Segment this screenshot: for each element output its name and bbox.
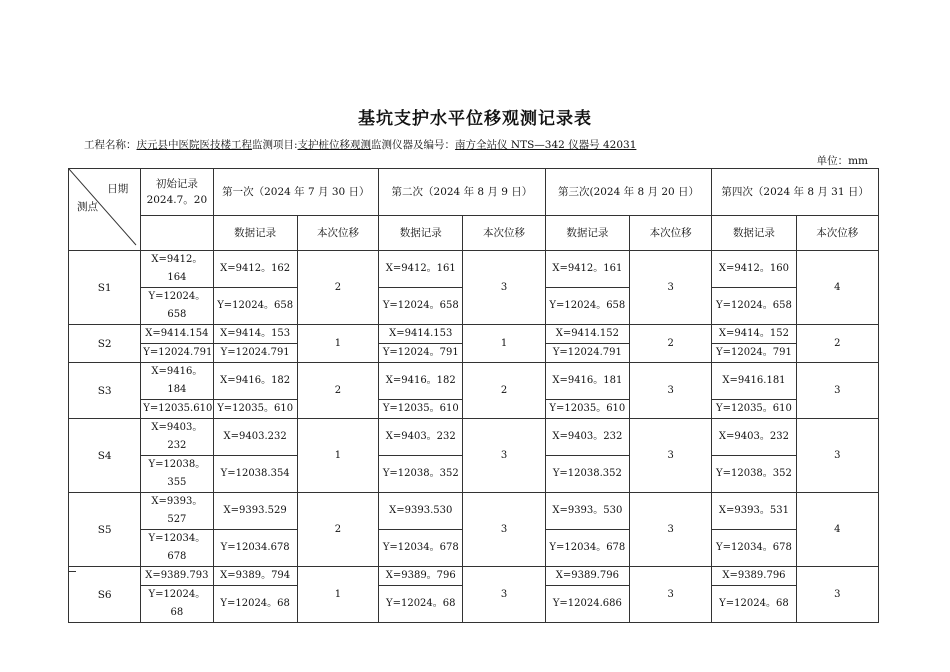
round-x-value: X=9393.530 <box>379 493 463 530</box>
round-y-value: Y=12034.678 <box>213 530 297 567</box>
round-y-value: Y=12024.791 <box>213 344 297 363</box>
header-round-3: 第三次(2024 年 8 月 20 日） <box>545 169 712 216</box>
subheader-initial-blank <box>141 216 213 251</box>
initial-y: Y=12038。355 <box>141 456 213 493</box>
round-displacement: 3 <box>463 567 545 623</box>
round-x-value: X=9393。531 <box>712 493 796 530</box>
monitoring-item-label: 监测项目: <box>252 139 298 151</box>
round-x-value: X=9412。161 <box>379 251 463 288</box>
round-y-value: Y=12038.352 <box>545 456 629 493</box>
initial-x: X=9416。184 <box>141 363 213 400</box>
round-displacement: 1 <box>297 419 378 493</box>
point-name: S2 <box>69 325 141 363</box>
round-y-value: Y=12035。610 <box>712 400 796 419</box>
round-displacement: 3 <box>630 251 712 325</box>
round-y-value: Y=12038.354 <box>213 456 297 493</box>
subheader-data-record: 数据记录 <box>545 216 629 251</box>
round-displacement: 1 <box>463 325 545 363</box>
point-name: S4 <box>69 419 141 493</box>
point-row <box>69 493 879 530</box>
round-displacement: 2 <box>297 493 378 567</box>
round-displacement: 3 <box>630 363 712 419</box>
project-label: 工程名称： <box>84 139 137 151</box>
round-x-value: X=9416。182 <box>379 363 463 400</box>
subheader-data-record: 数据记录 <box>712 216 796 251</box>
round-y-value: Y=12034。678 <box>379 530 463 567</box>
initial-y: Y=12035.610 <box>141 400 213 419</box>
round-y-value: Y=12024.791 <box>545 344 629 363</box>
round-y-value: Y=12024。68 <box>213 586 297 623</box>
round-y-value: Y=12035。610 <box>379 400 463 419</box>
round-y-value: Y=12024.686 <box>545 586 629 623</box>
round-displacement: 3 <box>463 251 545 325</box>
round-x-value: X=9416.181 <box>712 363 796 400</box>
round-x-value: X=9414.153 <box>379 325 463 344</box>
round-y-value: Y=12024。658 <box>213 288 297 325</box>
round-x-value: X=9403。232 <box>379 419 463 456</box>
project-name: 庆元县中医院医技楼工程 <box>136 139 252 151</box>
subheader-row <box>69 216 879 251</box>
corner-cell <box>69 169 141 251</box>
round-x-value: X=9414。152 <box>712 325 796 344</box>
round-x-value: X=9393.529 <box>213 493 297 530</box>
initial-y: Y=12024。68 <box>141 586 213 623</box>
table-bottom-edge <box>68 571 76 572</box>
point-row <box>69 363 879 400</box>
round-y-value: Y=12024。658 <box>545 288 629 325</box>
round-x-value: X=9403。232 <box>545 419 629 456</box>
round-y-value: Y=12035。610 <box>545 400 629 419</box>
round-y-value: Y=12034。678 <box>545 530 629 567</box>
round-displacement: 3 <box>630 567 712 623</box>
initial-x: X=9412。164 <box>141 251 213 288</box>
round-x-value: X=9414.152 <box>545 325 629 344</box>
round-displacement: 2 <box>630 325 712 363</box>
project-info-line <box>84 137 636 152</box>
point-name: S6 <box>69 567 141 623</box>
round-displacement: 2 <box>463 363 545 419</box>
document-title: 基坑支护水平位移观测记录表 <box>358 109 592 129</box>
initial-y: Y=12034。678 <box>141 530 213 567</box>
round-x-value: X=9403。232 <box>712 419 796 456</box>
round-displacement: 3 <box>796 419 878 493</box>
point-row <box>69 325 879 344</box>
round-y-value: Y=12038。352 <box>712 456 796 493</box>
unit-label: 单位：mm <box>816 155 868 167</box>
initial-y: Y=12024。658 <box>141 288 213 325</box>
observation-table <box>68 168 879 623</box>
round-displacement: 3 <box>630 419 712 493</box>
round-y-value: Y=12024。791 <box>712 344 796 363</box>
round-x-value: X=9393。530 <box>545 493 629 530</box>
round-x-value: X=9412。161 <box>545 251 629 288</box>
round-x-value: X=9389。794 <box>213 567 297 586</box>
round-y-value: Y=12024。68 <box>712 586 796 623</box>
point-row <box>69 567 879 586</box>
point-name: S1 <box>69 251 141 325</box>
round-displacement: 1 <box>297 567 378 623</box>
corner-date-label: 日期 <box>107 183 129 195</box>
initial-x: X=9414.154 <box>141 325 213 344</box>
round-displacement: 1 <box>297 325 378 363</box>
round-y-value: Y=12024。658 <box>379 288 463 325</box>
point-name: S3 <box>69 363 141 419</box>
round-y-value: Y=12038。352 <box>379 456 463 493</box>
round-x-value: X=9389。796 <box>379 567 463 586</box>
round-displacement: 2 <box>297 251 378 325</box>
round-x-value: X=9416。181 <box>545 363 629 400</box>
round-y-value: Y=12024。658 <box>712 288 796 325</box>
round-y-value: Y=12024。68 <box>379 586 463 623</box>
round-x-value: X=9389.796 <box>712 567 796 586</box>
round-displacement: 3 <box>630 493 712 567</box>
subheader-data-record: 数据记录 <box>379 216 463 251</box>
point-name: S5 <box>69 493 141 567</box>
round-displacement: 4 <box>796 493 878 567</box>
subheader-displacement: 本次位移 <box>796 216 878 251</box>
point-row <box>69 419 879 456</box>
round-y-value: Y=12035。610 <box>213 400 297 419</box>
corner-point-label: 测点 <box>77 201 98 213</box>
round-displacement: 2 <box>297 363 378 419</box>
round-x-value: X=9412。160 <box>712 251 796 288</box>
round-displacement: 2 <box>796 325 878 363</box>
header-round-4: 第四次（2024 年 8 月 31 日） <box>712 169 879 216</box>
monitoring-item-name: 支护桩位移观测 <box>297 139 372 151</box>
initial-x: X=9389.793 <box>141 567 213 586</box>
header-round-2: 第二次（2024 年 8 月 9 日） <box>379 169 546 216</box>
instrument-label: 监测仪器及编号： <box>371 139 456 151</box>
instrument-name: 南方全站仪 NTS—342 仪器号 42031 <box>455 139 637 151</box>
initial-x: X=9393。527 <box>141 493 213 530</box>
round-displacement: 3 <box>463 493 545 567</box>
round-x-value: X=9412。162 <box>213 251 297 288</box>
initial-y: Y=12024.791 <box>141 344 213 363</box>
subheader-displacement: 本次位移 <box>630 216 712 251</box>
round-x-value: X=9403.232 <box>213 419 297 456</box>
round-displacement: 3 <box>463 419 545 493</box>
subheader-displacement: 本次位移 <box>463 216 545 251</box>
round-x-value: X=9389.796 <box>545 567 629 586</box>
round-y-value: Y=12034。678 <box>712 530 796 567</box>
round-x-value: X=9414。153 <box>213 325 297 344</box>
round-x-value: X=9416。182 <box>213 363 297 400</box>
subheader-displacement: 本次位移 <box>297 216 378 251</box>
round-displacement: 3 <box>796 363 878 419</box>
subheader-data-record: 数据记录 <box>213 216 297 251</box>
round-displacement: 4 <box>796 251 878 325</box>
point-row <box>69 251 879 288</box>
header-row <box>69 169 879 216</box>
header-round-1: 第一次（2024 年 7 月 30 日） <box>213 169 379 216</box>
round-y-value: Y=12024。791 <box>379 344 463 363</box>
initial-x: X=9403。232 <box>141 419 213 456</box>
round-displacement: 3 <box>796 567 878 623</box>
header-initial: 初始记录 2024.7。20 <box>141 169 213 216</box>
